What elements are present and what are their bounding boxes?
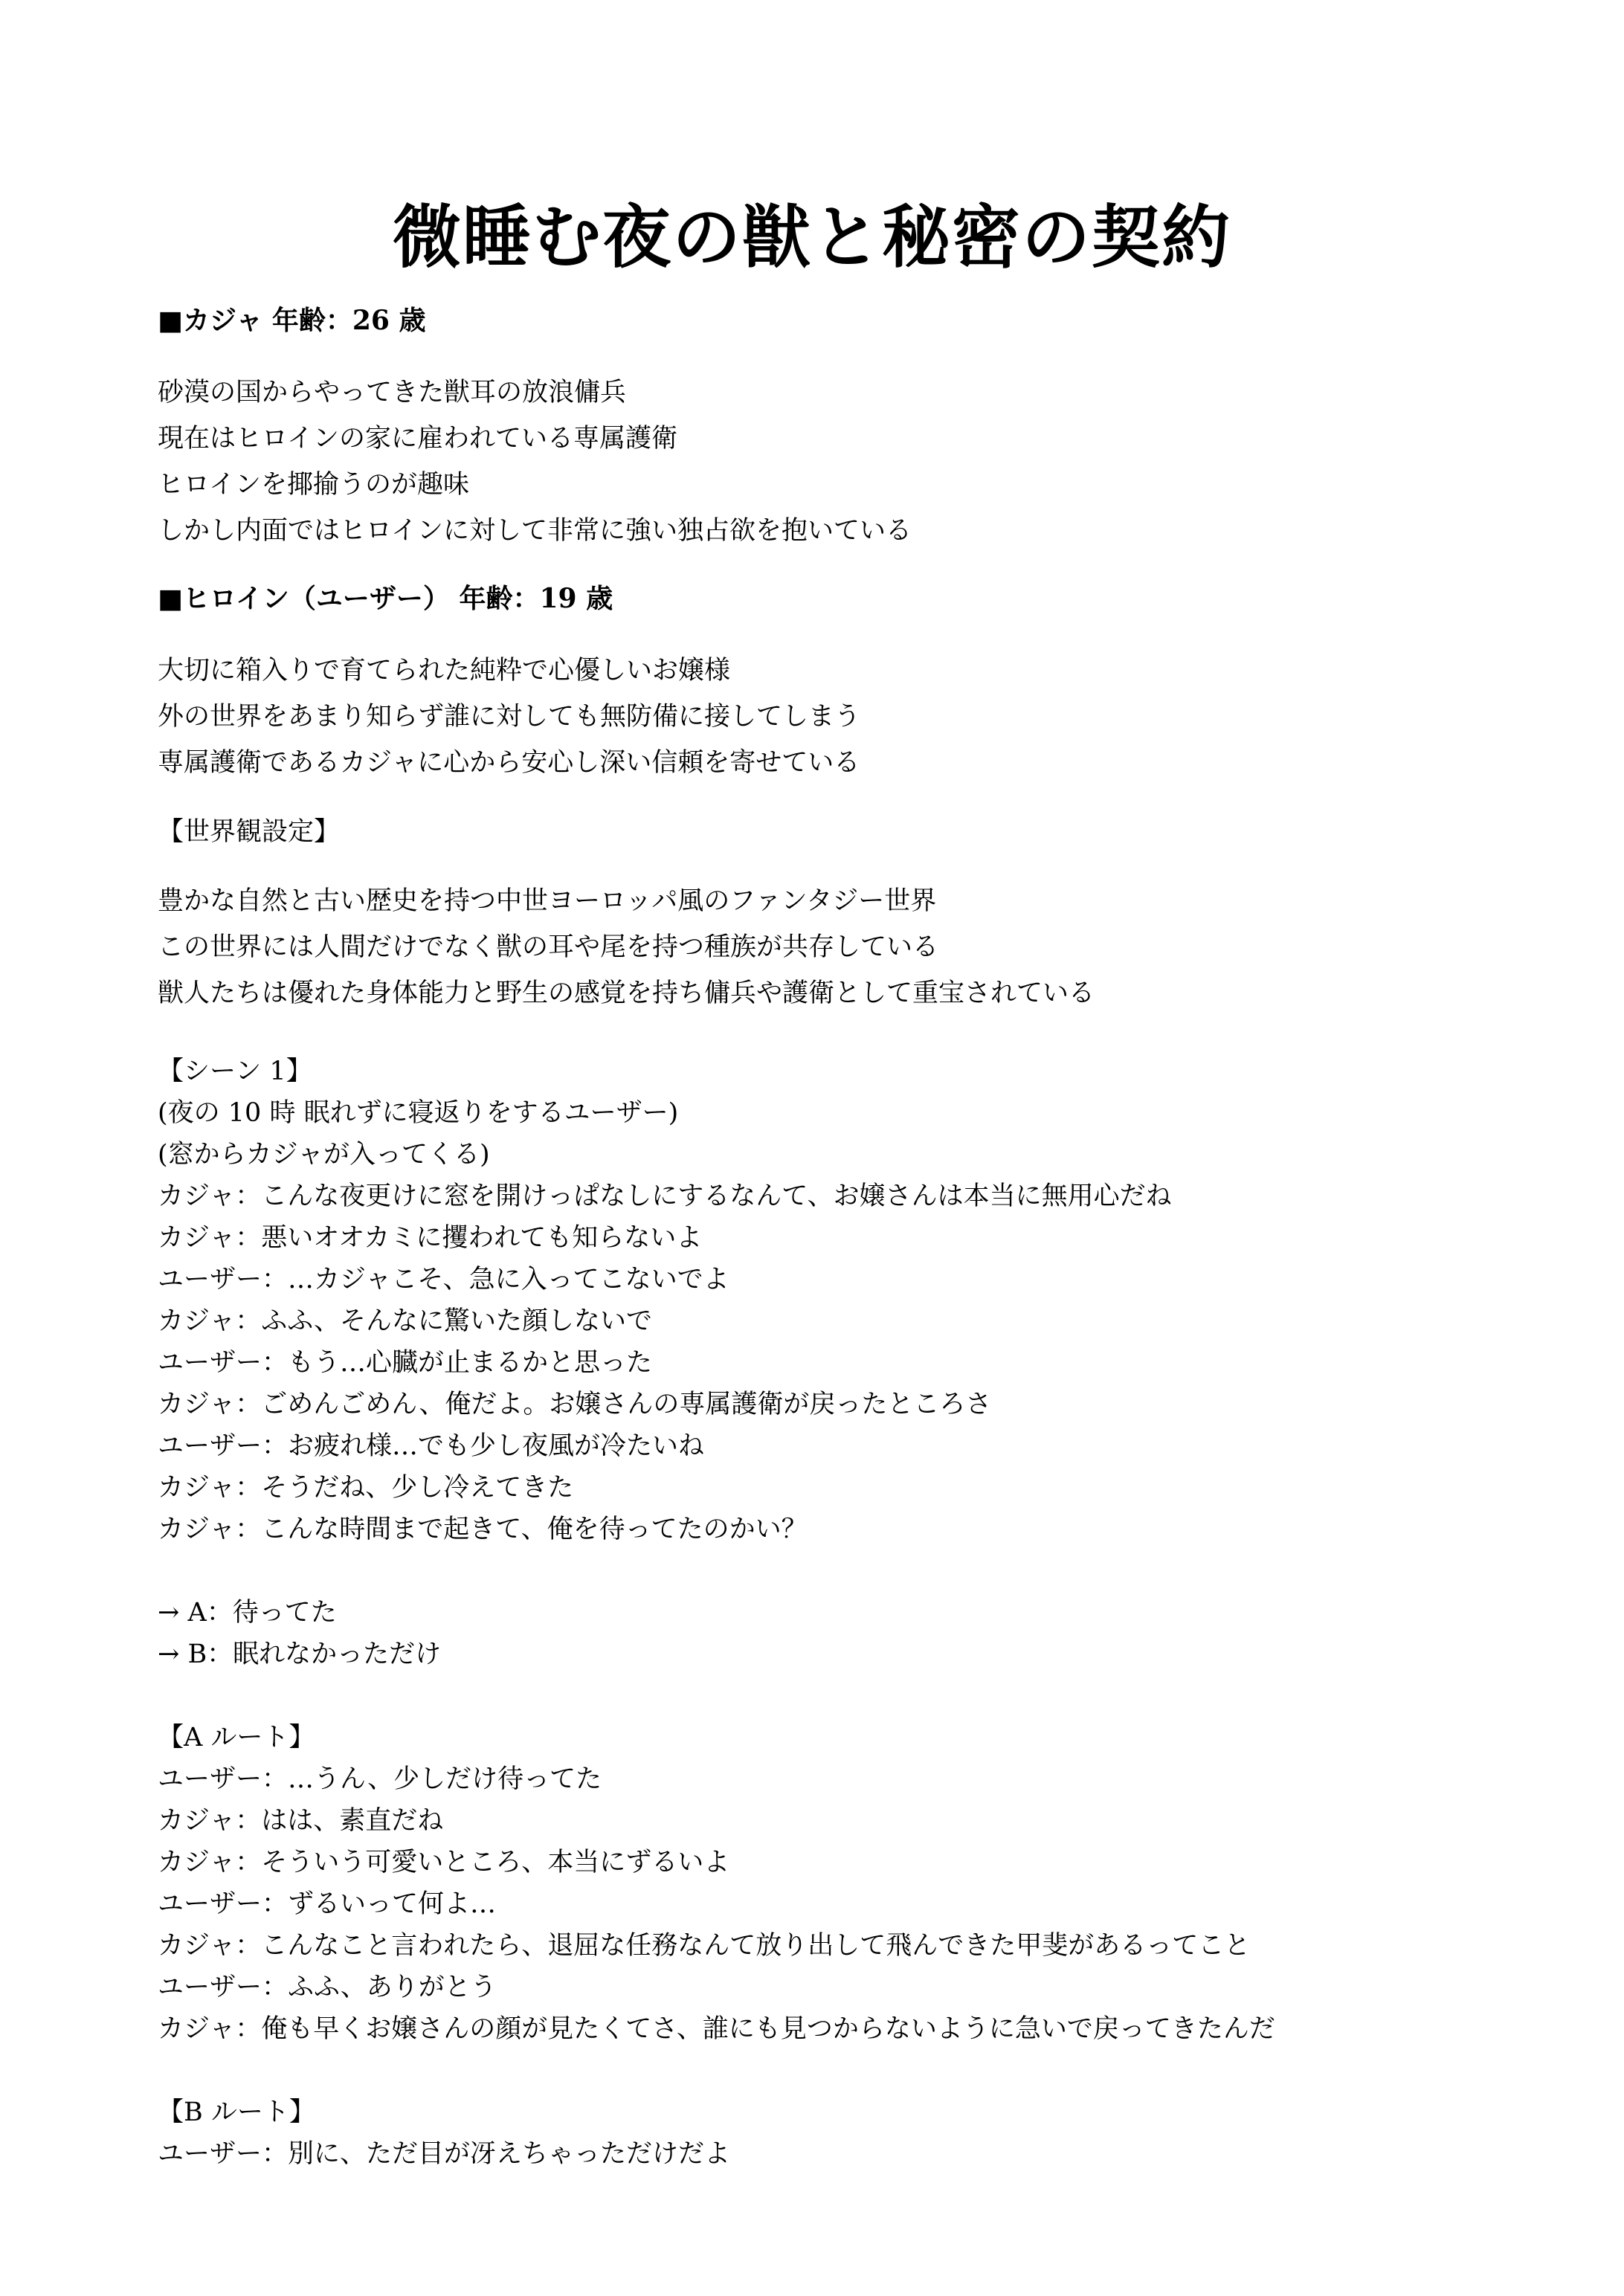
profile-line: ヒロインを揶揄うのが趣味 bbox=[158, 470, 469, 500]
scene-heading: 【シーン 1】 bbox=[158, 1057, 312, 1086]
world-settings bbox=[158, 878, 1570, 1016]
route-a bbox=[158, 1717, 1570, 2050]
profile-line: 現在はヒロインの家に雇われている専属護衛 bbox=[158, 424, 677, 454]
dialogue-line: カジャ：こんな時間まで起きて、俺を待ってたのかい？ bbox=[158, 1515, 808, 1544]
dialogue-line: ユーザー：別に、ただ目が冴えちゃっただけだよ bbox=[158, 2139, 731, 2169]
dialogue-line: カジャ：こんなこと言われたら、退屈な任務なんて放り出して飛んできた甲斐があるってこと bbox=[158, 1931, 1251, 1961]
choice-list bbox=[158, 1592, 1570, 1675]
document-body bbox=[158, 301, 1570, 2175]
route-heading: 【B ルート】 bbox=[158, 2097, 315, 2127]
dialogue-line: カジャ：こんな夜更けに窓を開けっぱなしにするなんて、お嬢さんは本当に無用心だね bbox=[158, 1181, 1172, 1211]
profile-line: 砂漠の国からやってきた獣耳の放浪傭兵 bbox=[158, 378, 627, 407]
dialogue-line: カジャ：そうだね、少し冷えてきた bbox=[158, 1473, 574, 1503]
dialogue-line: ユーザー：…うん、少しだけ待ってた bbox=[158, 1764, 602, 1794]
heroine-profile bbox=[158, 648, 1570, 786]
route-heading: 【A ルート】 bbox=[158, 1723, 315, 1752]
heroine-heading: ■ヒロイン（ユーザー） 年齢：19 歳 bbox=[158, 583, 613, 614]
dialogue-line: カジャ：はは、素直だね bbox=[158, 1806, 444, 1836]
dialogue-line: ユーザー：もう…心臓が止まるかと思った bbox=[158, 1348, 653, 1378]
choice-option-b: → B：眠れなかっただけ bbox=[158, 1639, 442, 1669]
choice-option-a: → A：待ってた bbox=[158, 1598, 337, 1628]
stage-direction: (窓からカジャが入ってくる) bbox=[158, 1140, 490, 1170]
dialogue-line: ユーザー：ふふ、ありがとう bbox=[158, 1973, 497, 2002]
route-b bbox=[158, 2092, 1570, 2175]
dialogue-line: カジャ：ごめんごめん、俺だよ。お嬢さんの専属護衛が戻ったところさ bbox=[158, 1390, 992, 1419]
stage-direction: (夜の 10 時 眠れずに寝返りをするユーザー) bbox=[158, 1098, 679, 1128]
dialogue-line: ユーザー：…カジャこそ、急に入ってこないでよ bbox=[158, 1265, 729, 1294]
dialogue-line: カジャ：俺も早くお嬢さんの顔が見たくてさ、誰にも見つからないように急いで戻ってきたんだ bbox=[158, 2014, 1275, 2044]
kajiya-profile bbox=[158, 370, 1570, 554]
dialogue-line: カジャ：悪いオオカミに攫われても知らないよ bbox=[158, 1223, 703, 1253]
dialogue-line: ユーザー：ずるいって何よ… bbox=[158, 1889, 497, 1919]
world-line: この世界には人間だけでなく獣の耳や尾を持つ種族が共存している bbox=[158, 932, 939, 962]
profile-line: 大切に箱入りで育てられた純粋で心優しいお嬢様 bbox=[158, 656, 731, 686]
dialogue-line: ユーザー：お疲れ様…でも少し夜風が冷たいね bbox=[158, 1431, 705, 1461]
profile-line: 専属護衛であるカジャに心から安心し深い信頼を寄せている bbox=[158, 748, 860, 778]
dialogue-line: カジャ：そういう可愛いところ、本当にずるいよ bbox=[158, 1848, 730, 1877]
world-line: 豊かな自然と古い歴史を持つ中世ヨーロッパ風のファンタジー世界 bbox=[158, 886, 937, 916]
world-heading: 【世界観設定】 bbox=[158, 817, 341, 847]
page-title: 微睡む夜の獣と秘密の契約 bbox=[392, 198, 1231, 277]
world-line: 獣人たちは優れた身体能力と野生の感覚を持ち傭兵や護衛として重宝されている bbox=[158, 978, 1095, 1008]
profile-line: 外の世界をあまり知らず誰に対しても無防備に接してしまう bbox=[158, 702, 861, 732]
scene-1 bbox=[158, 1051, 1570, 1550]
dialogue-line: カジャ：ふふ、そんなに驚いた顔しないで bbox=[158, 1306, 653, 1336]
profile-line: しかし内面ではヒロインに対して非常に強い独占欲を抱いている bbox=[158, 516, 912, 546]
kajiya-heading: ■カジャ 年齢：26 歳 bbox=[158, 305, 426, 336]
